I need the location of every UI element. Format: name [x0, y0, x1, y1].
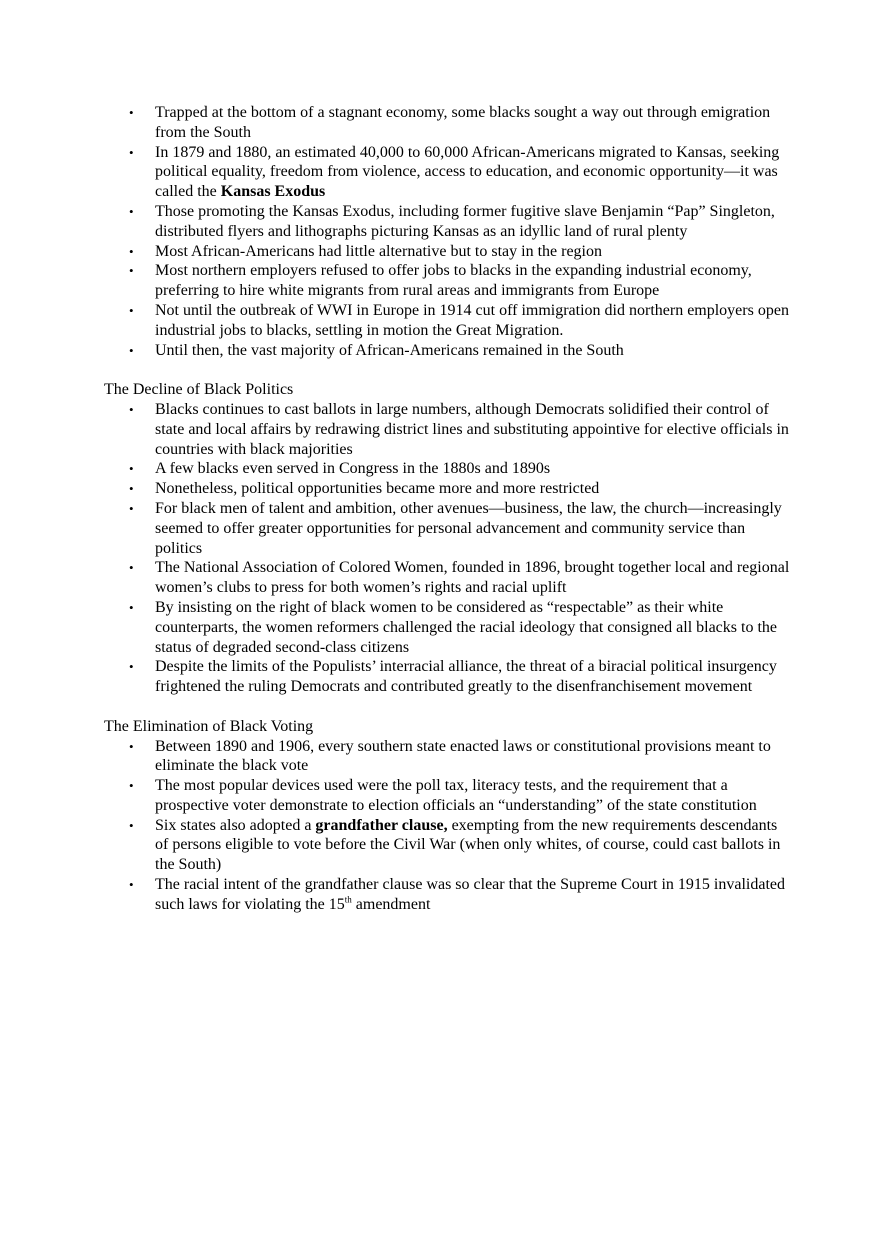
bullet-icon: •: [129, 105, 134, 120]
list-item-text-continued: amendment: [351, 895, 431, 913]
list-item-text: Those promoting the Kansas Exodus, including former fugitive slave Benjamin “Pap” Singleton, distributed flyers and lithographs picturing Kansas as an idyllic land of rural plenty: [155, 202, 775, 240]
bullet-icon: •: [129, 243, 134, 259]
bullet-icon: •: [129, 500, 134, 516]
list-item: [104, 657, 794, 697]
bullet-icon: •: [129, 659, 134, 675]
bullet-icon: •: [129, 599, 134, 615]
list-item: [104, 301, 794, 341]
bullet-icon: •: [129, 302, 134, 318]
bullet-icon: •: [129, 401, 134, 417]
list-item-text: Despite the limits of the Populists’ interracial alliance, the threat of a biracial political insurgency frightened the ruling Democrats and contributed greatly to the disenfranchisement movement: [155, 658, 777, 696]
bullet-icon: •: [129, 203, 134, 219]
section-heading-elimination-of-black-voting: The Elimination of Black Voting: [104, 717, 314, 735]
bullet-icon: •: [129, 877, 134, 893]
list-item: [104, 737, 794, 777]
bullet-icon: •: [129, 342, 134, 358]
bullet-list-decline: [104, 400, 794, 697]
list-item-text: Most northern employers refused to offer jobs to blacks in the expanding industrial economy, preferring to hire white migrants from rural areas and immigrants from Europe: [155, 262, 752, 300]
ordinal-superscript: th: [344, 894, 352, 905]
bold-term: grandfather clause,: [315, 816, 448, 834]
list-item-text: The racial intent of the grandfather clause was so clear that the Supreme Court in 1915 invalidated such laws for violating the 15: [155, 876, 785, 913]
bullet-icon: •: [129, 778, 134, 794]
list-item-text: The National Association of Colored Women, founded in 1896, brought together local and regional women’s clubs to press for both women’s rights and racial uplift: [155, 559, 790, 597]
list-item-text: Blacks continues to cast ballots in large numbers, although Democrats solidified their control of state and local affairs by redrawing district lines and substituting appointive for elective officials in countries with black majorities: [155, 400, 789, 458]
list-item: [104, 341, 794, 361]
list-item-text: In 1879 and 1880, an estimated 40,000 to 60,000 African-Americans migrated to Kansas, seeking political equality, freedom from violence, access to education, and economic opportunity—it was called the: [155, 143, 780, 201]
list-item: [104, 479, 794, 499]
bullet-icon: •: [129, 738, 134, 754]
list-item-text: Six states also adopted a: [155, 816, 316, 834]
list-item: [104, 261, 794, 301]
list-item-text: By insisting on the right of black women to be considered as “respectable” as their white counterparts, the women reformers challenged the racial ideology that consigned all blacks to the status of degraded second-class citizens: [155, 598, 777, 656]
list-item: [104, 103, 794, 143]
list-item: [104, 776, 794, 816]
list-item: [104, 598, 794, 657]
section-spacer: [104, 697, 794, 717]
list-item: [104, 143, 794, 202]
list-item-text: Nonetheless, political opportunities became more and more restricted: [155, 480, 600, 498]
list-item-text: The most popular devices used were the poll tax, literacy tests, and the requirement that a prospective voter demonstrate to election officials an “understanding” of the state constitution: [155, 777, 757, 814]
bullet-icon: •: [129, 263, 134, 279]
bullet-icon: •: [129, 481, 134, 497]
list-item-text: Not until the outbreak of WWI in Europe in 1914 cut off immigration did northern employers open industrial jobs to blacks, settling in motion the Great Migration.: [155, 301, 789, 339]
list-item: [104, 558, 794, 598]
bold-term: Kansas Exodus: [220, 183, 326, 201]
bullet-icon: •: [129, 560, 134, 576]
list-item-text: Until then, the vast majority of African-Americans remained in the South: [155, 341, 624, 359]
list-item: [104, 242, 794, 262]
list-item: [104, 400, 794, 459]
document-page: [104, 103, 794, 915]
bullet-icon: •: [129, 144, 134, 160]
bullet-list-emigration: [104, 103, 794, 360]
list-item-text: A few blacks even served in Congress in the 1880s and 1890s: [155, 460, 551, 478]
bullet-icon: •: [129, 461, 134, 477]
list-item-text: For black men of talent and ambition, other avenues—business, the law, the church—increasingly seemed to offer greater opportunities for personal advancement and community service than politics: [155, 499, 782, 557]
list-item: [104, 202, 794, 242]
list-item-text: Most African-Americans had little alternative but to stay in the region: [155, 242, 602, 260]
list-item: [104, 459, 794, 479]
list-item: [104, 816, 794, 875]
list-item-text: Between 1890 and 1906, every southern state enacted laws or constitutional provisions meant to eliminate the black vote: [155, 737, 771, 775]
list-item: [104, 875, 794, 915]
section-spacer: [104, 360, 794, 380]
bullet-list-elimination: [104, 737, 794, 915]
list-item-text: Trapped at the bottom of a stagnant economy, some blacks sought a way out through emigration from the South: [155, 104, 771, 141]
list-item: [104, 499, 794, 558]
section-heading-decline-of-black-politics: The Decline of Black Politics: [104, 381, 294, 399]
list-item-text-continued: exempting from the new requirements descendants of persons eligible to vote before the Civil War (when only whites, of course, could cast ballots in the South): [155, 816, 781, 874]
bullet-icon: •: [129, 817, 134, 833]
